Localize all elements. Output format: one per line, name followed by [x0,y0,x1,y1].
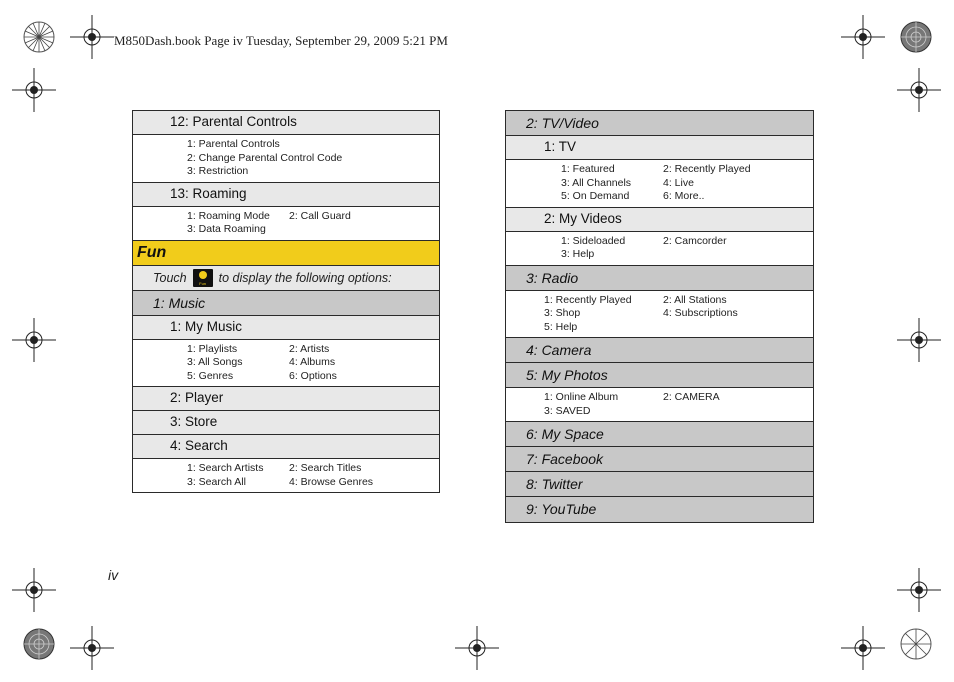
options-search [133,459,439,492]
option: 2: Change Parental Control Code [187,151,343,164]
touch-instruction [133,266,439,291]
crosshair-target-top-1 [70,15,114,59]
menu-item-search: 4: Search [133,435,439,459]
fun-key-icon: Fun [193,269,213,287]
menu-item-my-videos: 2: My Videos [506,208,813,232]
crosshair-target-left-1 [12,68,56,112]
crosshair-target-right-1 [897,68,941,112]
option: 2: Search Titles [289,462,362,474]
option: 1: Roaming Mode [187,209,270,222]
option: 3: Data Roaming [187,223,266,235]
crosshair-target-right-2 [897,318,941,362]
option: 4: Albums [289,356,336,368]
option: 1: Playlists [187,342,238,355]
crosshair-target-bottom-1 [70,626,114,670]
option: 2: Artists [289,342,330,355]
option: 5: Help [544,320,578,333]
book-header: M850Dash.book Page iv Tuesday, September 29, 2009 5:21 PM [114,33,448,48]
option: 6: More.. [663,190,705,202]
menu-item-camera: 4: Camera [506,338,813,363]
option: 1: Parental Controls [187,138,280,150]
option: 4: Browse Genres [289,475,374,488]
menu-item-player: 2: Player [133,387,439,411]
options-radio [506,291,813,339]
option: 6: Options [289,369,337,382]
option: 2: CAMERA [663,391,720,403]
page-number: iv [108,567,119,583]
menu-table-right [505,110,814,523]
menu-item-parental-controls: 12: Parental Controls [133,111,439,135]
crosshair-target-top-2 [841,15,885,59]
option: 3: SAVED [544,404,591,417]
menu-item-music: 1: Music [133,291,439,316]
registration-mark-top-left [22,20,56,54]
option: 3: All Channels [561,176,632,189]
option: 4: Live [663,176,694,189]
menu-item-facebook: 7: Facebook [506,447,813,472]
menu-item-twitter: 8: Twitter [506,472,813,497]
option: 3: Restriction [187,165,249,177]
option: 5: Genres [187,369,234,382]
crosshair-target-right-3 [897,568,941,612]
option: 3: Help [561,248,595,260]
option: 1: Online Album [544,391,619,403]
menu-item-youtube: 9: YouTube [506,497,813,522]
options-my-videos [506,232,813,266]
registration-mark-bottom-right [899,627,933,661]
option: 3: Search All [187,475,246,488]
option: 2: Recently Played [663,163,751,175]
options-parental-controls [133,135,439,183]
option: 2: Call Guard [289,209,351,222]
option: 3: Shop [544,307,581,319]
option: 1: Featured [561,163,615,175]
option: 5: On Demand [561,190,630,202]
option: 1: Recently Played [544,293,632,306]
menu-item-store: 3: Store [133,411,439,435]
option: 1: Search Artists [187,462,264,474]
menu-item-radio: 3: Radio [506,266,813,291]
options-tv [506,160,813,208]
menu-table-left [132,110,440,493]
menu-item-tv-video: 2: TV/Video [506,111,813,136]
menu-item-my-photos: 5: My Photos [506,363,813,388]
crosshair-target-left-3 [12,568,56,612]
options-my-music [133,340,439,388]
menu-item-tv: 1: TV [506,136,813,160]
menu-item-roaming: 13: Roaming [133,183,439,207]
crosshair-target-bottom-3 [841,626,885,670]
option: 1: Sideloaded [561,234,626,247]
option: 2: Camcorder [663,234,727,247]
touch-text-after: to display the following options: [218,270,392,285]
menu-item-my-music: 1: My Music [133,316,439,340]
section-heading-fun: Fun [133,241,439,266]
crosshair-target-left-2 [12,318,56,362]
registration-mark-bottom-left [22,627,56,661]
option: 4: Subscriptions [663,307,738,319]
options-my-photos [506,388,813,422]
menu-item-my-space: 6: My Space [506,422,813,447]
touch-text: Touch [153,270,187,285]
option: 2: All Stations [663,293,727,306]
crosshair-target-bottom-2 [455,626,499,670]
options-roaming [133,207,439,241]
registration-mark-top-right [899,20,933,54]
option: 3: All Songs [187,356,243,368]
